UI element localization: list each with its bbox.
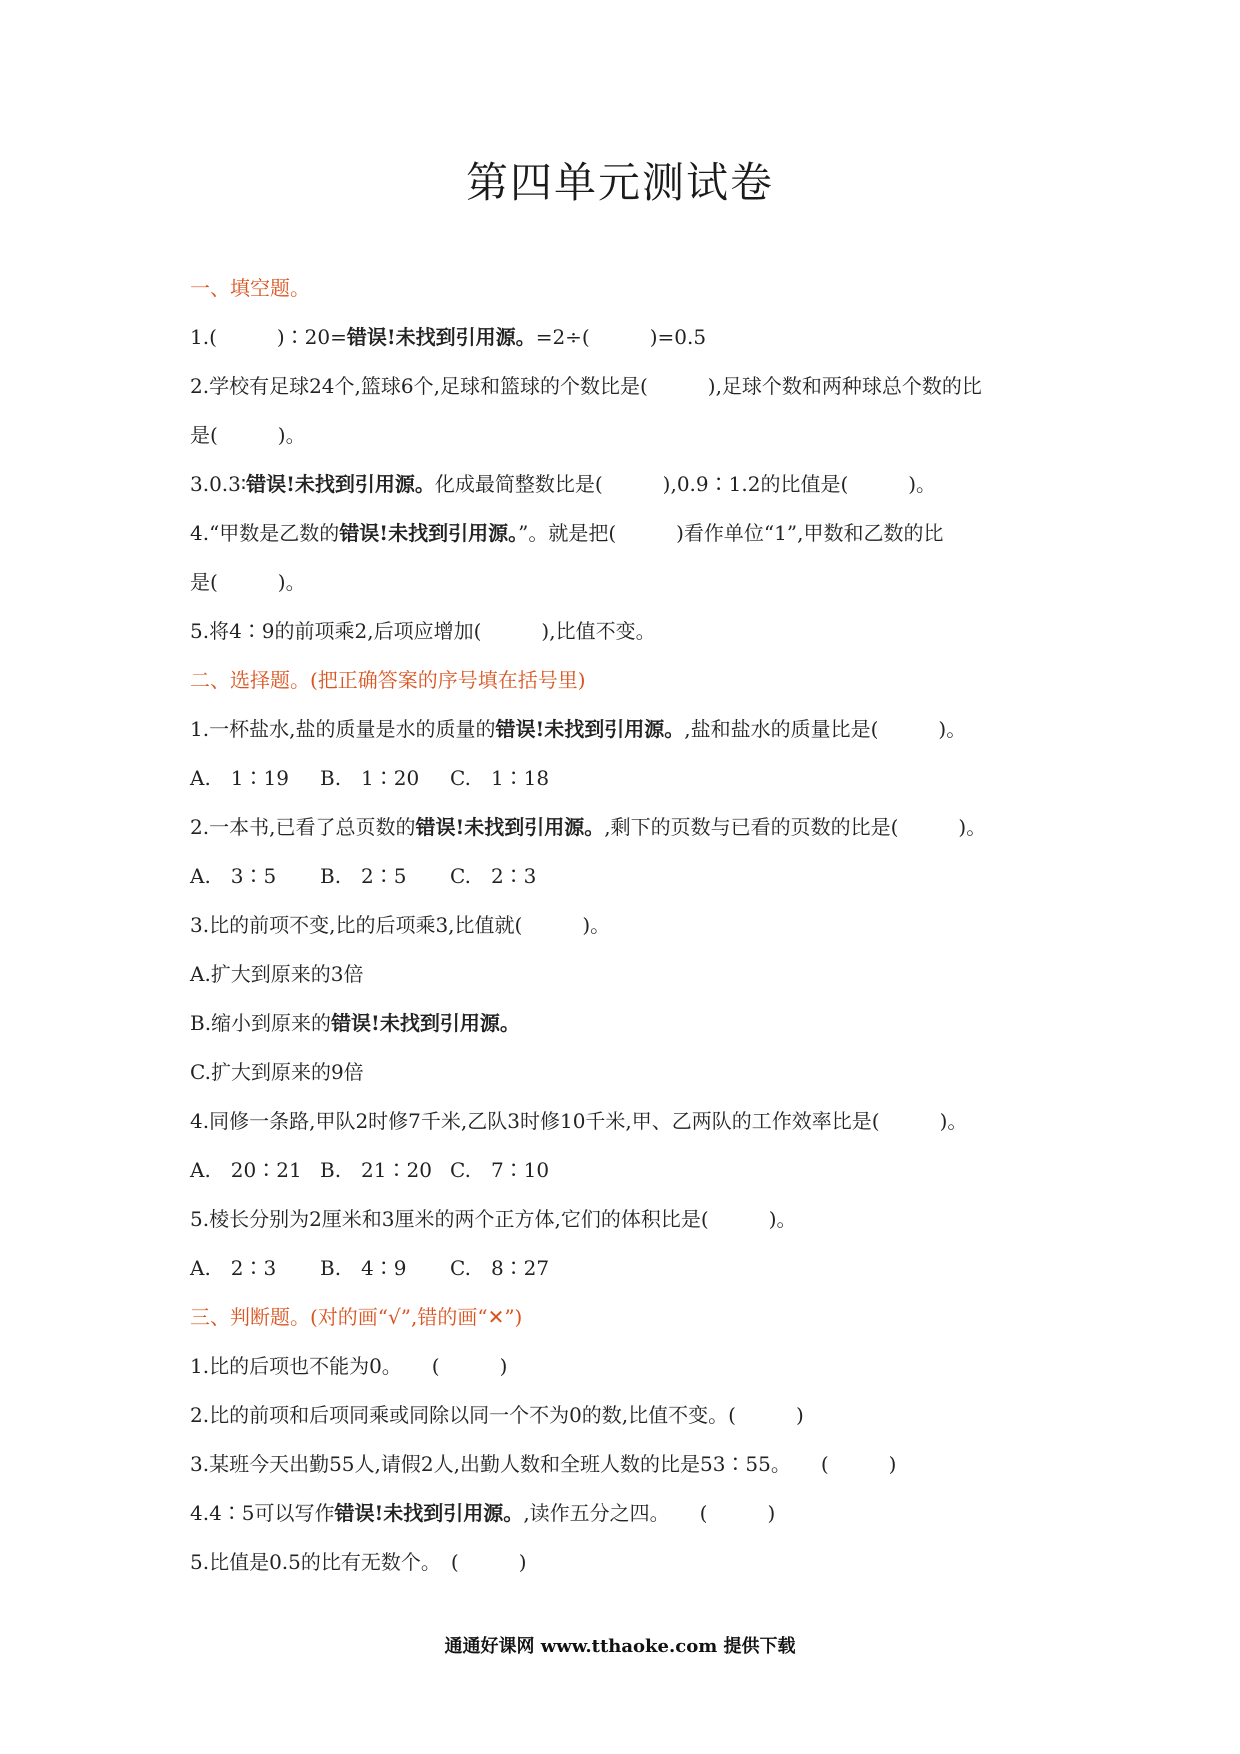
q-text: 1.( )∶20=	[190, 325, 347, 349]
fill-question-3	[190, 474, 936, 494]
judge-question-4	[190, 1503, 775, 1523]
judge-question-1: 1.比的后项也不能为0。 ( )	[190, 1354, 508, 1378]
fill-question-1	[190, 327, 706, 347]
q-text: ,剩下的页数与已看的页数的比是( )。	[604, 815, 987, 839]
option-a: A. 20∶21	[190, 1158, 302, 1182]
fill-question-4-cont: 是( )。	[190, 570, 306, 594]
q-text: ,读作五分之四。 ( )	[523, 1501, 776, 1525]
fill-question-4	[190, 523, 943, 543]
fill-question-2: 2.学校有足球24个,篮球6个,足球和篮球的个数比是( ),足球个数和两种球总个数的比	[190, 374, 982, 398]
q-text: 1.一杯盐水,盐的质量是水的质量的	[190, 717, 496, 741]
footer-source: 通通好课网 www.tthaoke.com 提供下载	[444, 1636, 796, 1657]
choice-option-3a: A.扩大到原来的3倍	[190, 962, 364, 986]
section-heading-choice: 二、选择题。(把正确答案的序号填在括号里)	[190, 668, 586, 692]
q-text: ”。就是把( )看作单位“1”,甲数和乙数的比	[518, 521, 944, 545]
q-text: 化成最简整数比是( ),0.9∶1.2的比值是( )。	[434, 472, 937, 496]
error-ref: 错误!未找到引用源。	[246, 472, 435, 496]
option-b: B. 1∶20	[320, 766, 420, 790]
judge-question-3: 3.某班今天出勤55人,请假2人,出勤人数和全班人数的比是53∶55。 ( )	[190, 1452, 897, 1476]
error-ref: 错误!未找到引用源。	[339, 521, 519, 545]
judge-question-2: 2.比的前项和后项同乘或同除以同一个不为0的数,比值不变。( )	[190, 1403, 804, 1427]
error-ref: 错误!未找到引用源。	[415, 815, 605, 839]
choice-options-5	[190, 1258, 549, 1278]
choice-question-4: 4.同修一条路,甲队2时修7千米,乙队3时修10千米,甲、乙两队的工作效率比是( )。	[190, 1109, 968, 1133]
q-text: 4.4∶5可以写作	[190, 1501, 335, 1525]
q-text: =2÷( )=0.5	[535, 325, 707, 349]
option-c: C. 7∶10	[450, 1158, 550, 1182]
error-ref: 错误!未找到引用源。	[495, 717, 685, 741]
q-text: 3.0.3∶	[190, 472, 247, 496]
choice-question-5: 5.棱长分别为2厘米和3厘米的两个正方体,它们的体积比是( )。	[190, 1207, 797, 1231]
q-text: 4.“甲数是乙数的	[190, 521, 340, 545]
option-c: C. 8∶27	[450, 1256, 550, 1280]
option-c: C. 1∶18	[450, 766, 550, 790]
choice-question-3: 3.比的前项不变,比的后项乘3,比值就( )。	[190, 913, 611, 937]
option-a: A. 1∶19	[190, 766, 289, 790]
fill-question-2-cont: 是( )。	[190, 423, 306, 447]
error-ref: 错误!未找到引用源。	[331, 1011, 520, 1035]
page-title: 第四单元测试卷	[465, 158, 774, 207]
choice-question-2	[190, 817, 986, 837]
section-heading-judge: 三、判断题。(对的画“√”,错的画“✕”)	[190, 1305, 523, 1329]
choice-option-3c: C.扩大到原来的9倍	[190, 1060, 364, 1084]
option-b: B. 21∶20	[320, 1158, 432, 1182]
option-b: B. 2∶5	[320, 864, 407, 888]
choice-question-1	[190, 719, 966, 739]
option-a: A. 2∶3	[190, 1256, 277, 1280]
choice-options-1	[190, 768, 549, 788]
q-text: ,盐和盐水的质量比是( )。	[684, 717, 967, 741]
option-c: C. 2∶3	[450, 864, 537, 888]
error-ref: 错误!未找到引用源。	[334, 1501, 524, 1525]
choice-option-3b	[190, 1013, 520, 1033]
q-text: B.缩小到原来的	[190, 1011, 332, 1035]
choice-options-2	[190, 866, 536, 886]
section-heading-fill-blank: 一、填空题。	[190, 276, 310, 300]
q-text: 2.一本书,已看了总页数的	[190, 815, 416, 839]
fill-question-5: 5.将4∶9的前项乘2,后项应增加( ),比值不变。	[190, 619, 656, 643]
option-a: A. 3∶5	[190, 864, 277, 888]
error-ref: 错误!未找到引用源。	[346, 325, 536, 349]
option-b: B. 4∶9	[320, 1256, 407, 1280]
judge-question-5: 5.比值是0.5的比有无数个。 ( )	[190, 1550, 527, 1574]
choice-options-4	[190, 1160, 549, 1180]
